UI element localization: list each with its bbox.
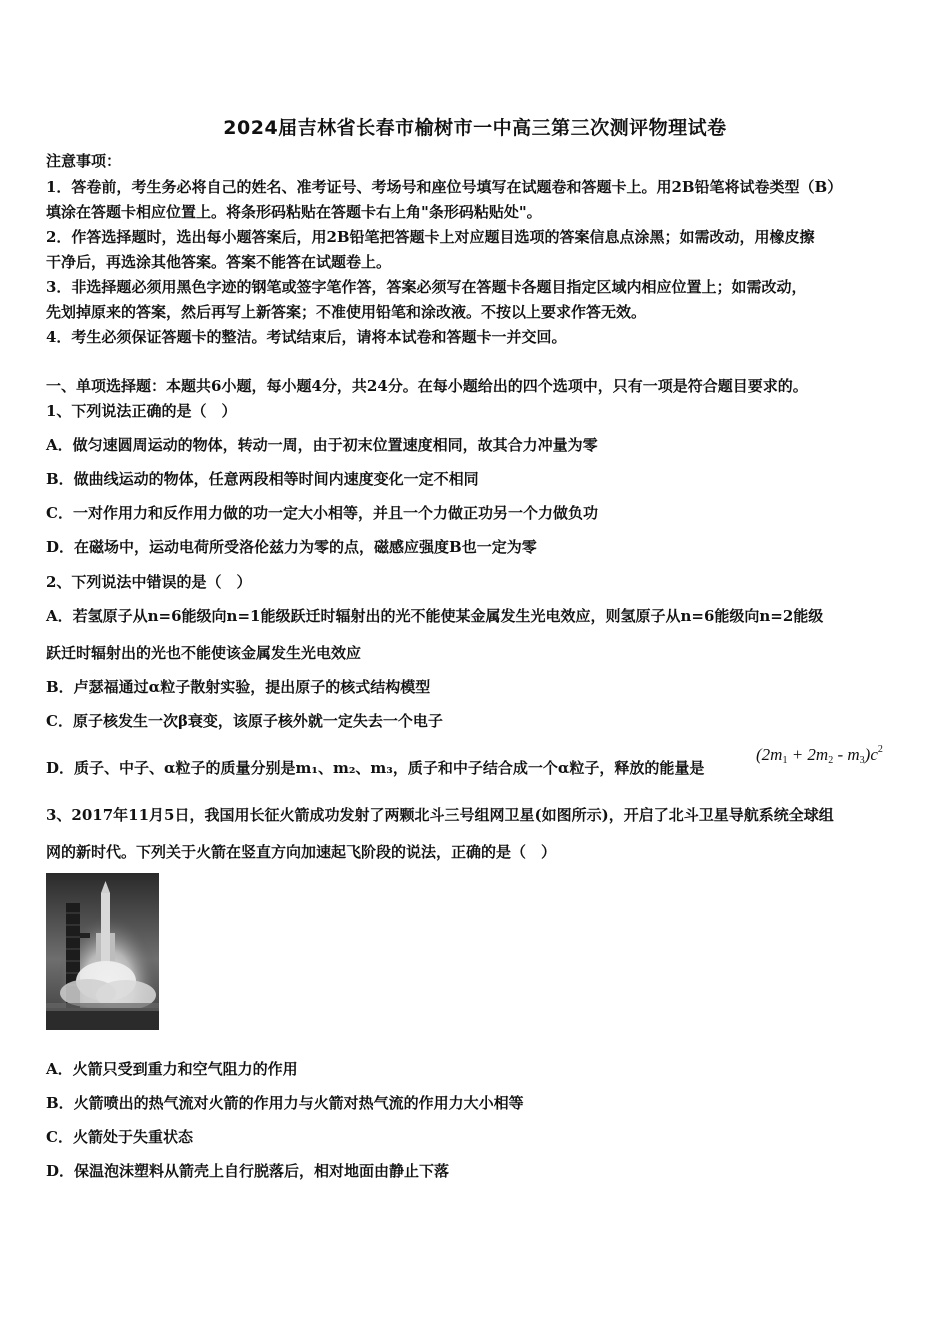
- notice-line: 1．答卷前，考生务必将自己的姓名、准考证号、考场号和座位号填写在试题卷和答题卡上。用2B铅笔将试卷类型（B）: [46, 178, 843, 196]
- question-3-stem-cont: 网的新时代。下列关于火箭在竖直方向加速起飞阶段的说法，正确的是（ ）: [46, 843, 557, 861]
- notice-line: 填涂在答题卡相应位置上。将条形码粘贴在答题卡右上角"条形码粘贴处"。: [46, 203, 542, 221]
- question-2-stem: 2、下列说法中错误的是（ ）: [46, 573, 252, 591]
- question-2-option-c: C．原子核发生一次β衰变，该原子核外就一定失去一个电子: [46, 712, 443, 730]
- question-1-option-b: B．做曲线运动的物体，任意两段相等时间内速度变化一定不相同: [46, 470, 479, 488]
- question-2-option-d: D．质子、中子、α粒子的质量分别是m₁、m₂、m₃，质子和中子结合成一个α粒子，释放的能量是: [46, 759, 705, 777]
- question-3-option-b: B．火箭喷出的热气流对火箭的作用力与火箭对热气流的作用力大小相等: [46, 1094, 524, 1112]
- energy-formula: $(2m_1 + 2m_2 - m_3)c^2$: [756, 744, 883, 766]
- question-2-option-a: A．若氢原子从n=6能级向n=1能级跃迁时辐射出的光不能使某金属发生光电效应，则氢原子从n=6能级向n=2能级: [46, 607, 824, 625]
- question-1-stem: 1、下列说法正确的是（ ）: [46, 402, 237, 420]
- notice-line: 3．非选择题必须用黑色字迹的钢笔或签字笔作答，答案必须写在答题卡各题目指定区域内相应位置上；如需改动，: [46, 278, 807, 296]
- notice-line: 2．作答选择题时，选出每小题答案后，用2B铅笔把答题卡上对应题目选项的答案信息点涂黑；如需改动，用橡皮擦: [46, 228, 815, 246]
- question-3-stem: 3、2017年11月5日，我国用长征火箭成功发射了两颗北斗三号组网卫星(如图所示)，开启了北斗卫星导航系统全球组: [46, 806, 834, 824]
- question-1-option-c: C．一对作用力和反作用力做的功一定大小相等，并且一个力做正功另一个力做负功: [46, 504, 598, 522]
- question-2-option-a-cont: 跃迁时辐射出的光也不能使该金属发生光电效应: [46, 644, 362, 662]
- notice-line: 先划掉原来的答案，然后再写上新答案；不准使用铅笔和涂改液。不按以上要求作答无效。: [46, 303, 647, 321]
- notice-heading: 注意事项：: [46, 152, 122, 170]
- question-1-option-a: A．做匀速圆周运动的物体，转动一周，由于初末位置速度相同，故其合力冲量为零: [46, 436, 598, 454]
- question-1-option-d: D．在磁场中，运动电荷所受洛伦兹力为零的点，磁感应强度B也一定为零: [46, 538, 537, 556]
- section-heading: 一、单项选择题：本题共6小题，每小题4分，共24分。在每小题给出的四个选项中，只有一项是符合题目要求的。: [46, 377, 808, 395]
- question-3-option-d: D．保温泡沫塑料从箭壳上自行脱落后，相对地面由静止下落: [46, 1162, 450, 1180]
- notice-line: 4．考生必须保证答题卡的整洁。考试结束后，请将本试卷和答题卡一并交回。: [46, 328, 567, 346]
- question-3-option-a: A．火箭只受到重力和空气阻力的作用: [46, 1060, 298, 1078]
- question-3-option-c: C．火箭处于失重状态: [46, 1128, 193, 1146]
- page-title: 2024届吉林省长春市榆树市一中高三第三次测评物理试卷: [223, 117, 727, 139]
- rocket-launch-photo: [46, 873, 159, 1030]
- question-2-option-b: B．卢瑟福通过α粒子散射实验，提出原子的核式结构模型: [46, 678, 431, 696]
- notice-line: 干净后，再选涂其他答案。答案不能答在试题卷上。: [46, 253, 392, 271]
